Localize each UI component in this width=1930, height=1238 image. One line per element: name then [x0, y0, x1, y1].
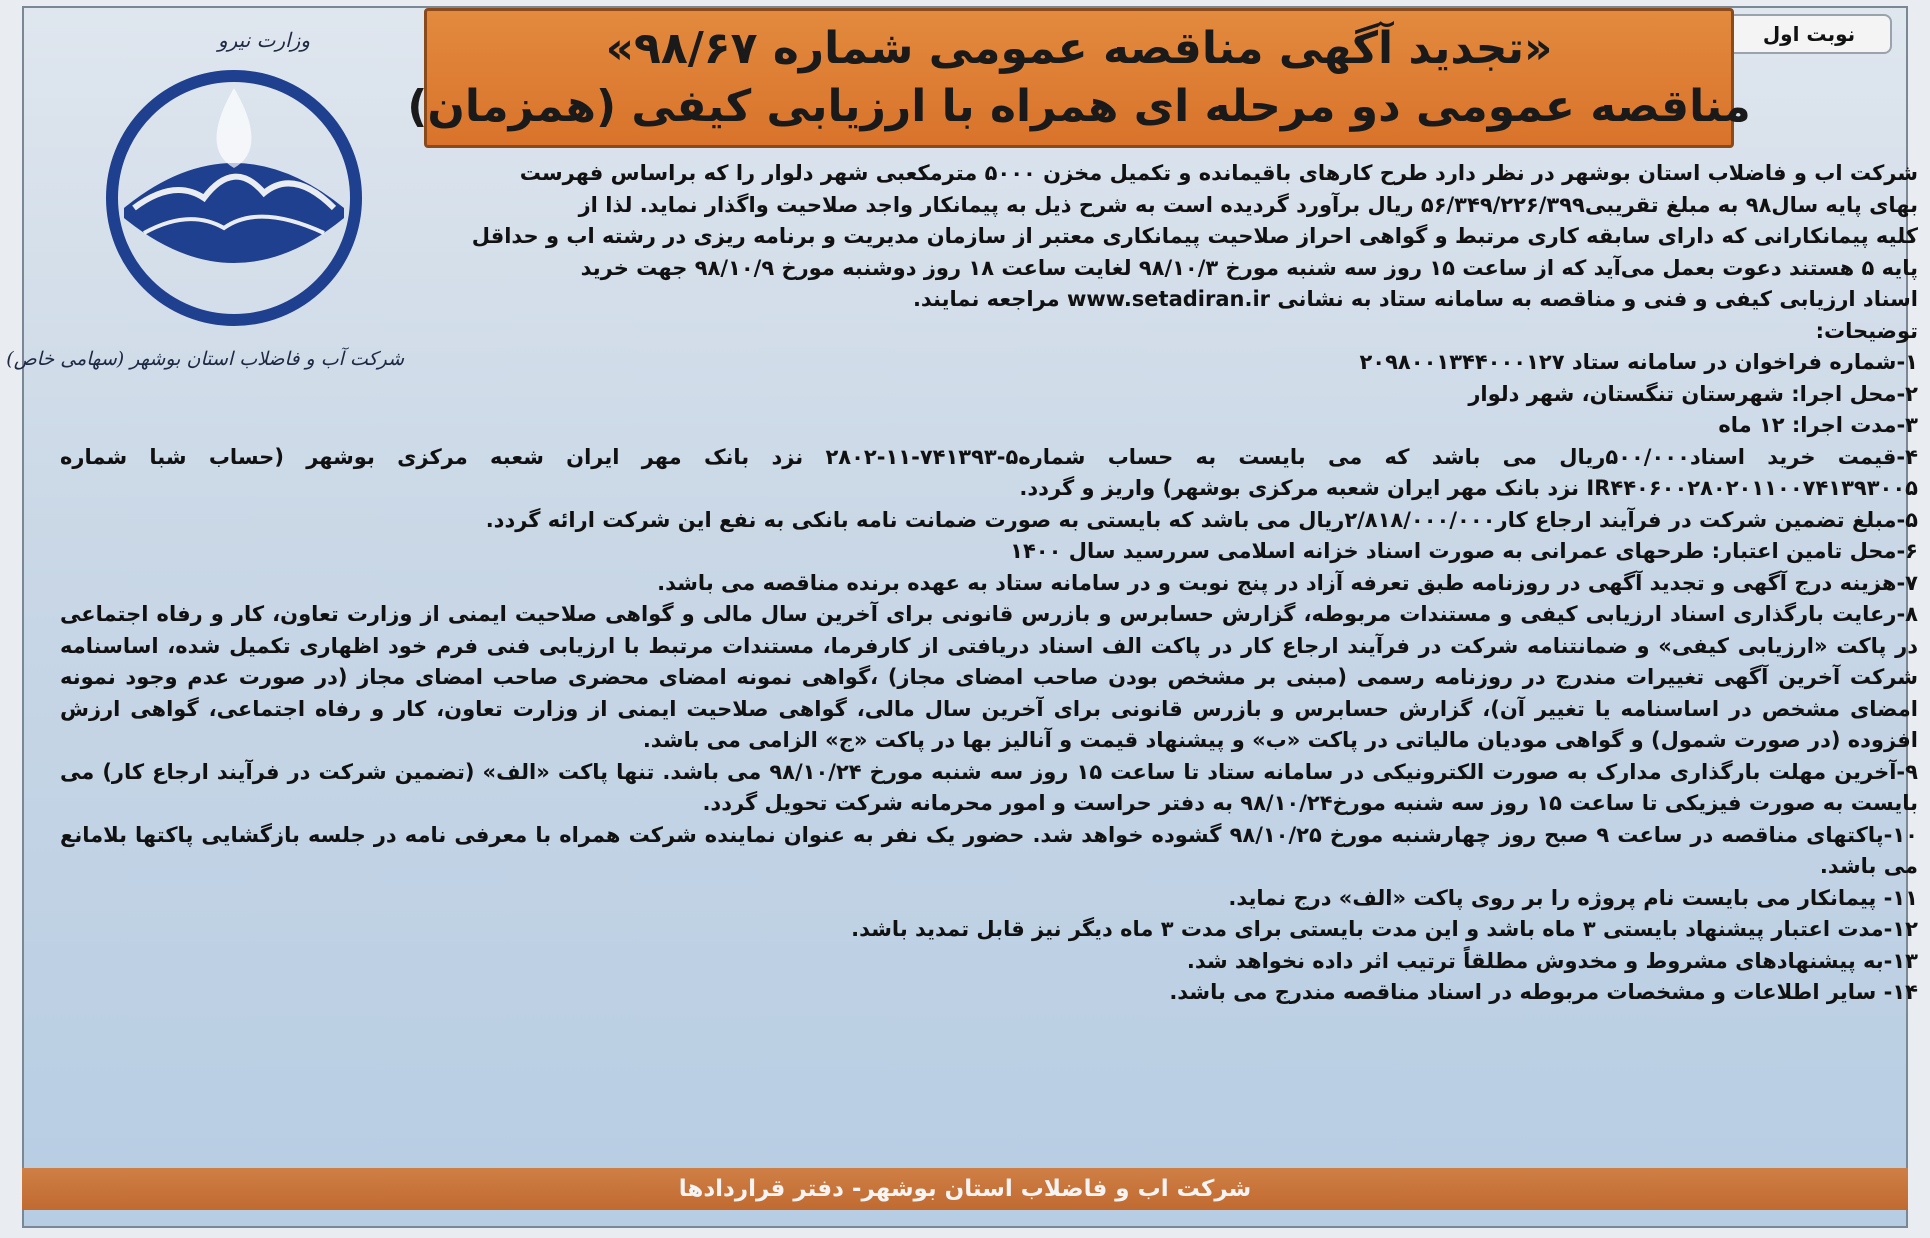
ministry-label: وزارت نیرو [217, 28, 310, 52]
note-item: ۱۴- سایر اطلاعات و مشخصات مربوطه در اسناد مناقصه مندرج می باشد. [1169, 980, 1918, 1004]
note-item: ۷-هزینه درج آگهی و تجدید آگهی در روزنامه طبق تعرفه آزاد در پنج نوبت و در سامانه ستاد به عهده برنده مناقصه می باشد. [657, 570, 1918, 595]
logo-company-name: شرکت آب و فاضلاب استان بوشهر (سهامی خاص) [6, 348, 404, 370]
setad-website-link[interactable]: www.setadiran.ir [1066, 287, 1270, 311]
intro-line-last [60, 284, 1918, 316]
note-item: ۱۱- پیمانکار می بایست نام پروژه را بر روی پاکت «الف» درج نماید. [1228, 885, 1918, 910]
intro-line: بهای پایه سال۹۸ به مبلغ تقریبی۵۶/۳۴۹/۲۲۶/۳۹۹ ریال برآورد گردیده است به شرح ذیل به پیمانکار واجد صلاحیت واگذار نماید. لذا از [578, 192, 1918, 217]
intro-line: شرکت اب و فاضلاب استان بوشهر در نظر دارد طرح کارهای باقیمانده و تکمیل مخزن ۵۰۰۰ مترمکعبی شهر دلوار را که براساس فهرست [519, 161, 1918, 185]
intro-line: کلیه پیمانکارانی که دارای سابقه کاری مرتبط و گواهی احراز صلاحیت پیمانکاری معتبر از سازمان مدیریت و برنامه ریزی در رشته اب و حداقل [471, 224, 1918, 248]
round-label: نوبت اول [1726, 14, 1892, 54]
note-item: ۸-رعایت بارگذاری اسناد ارزیابی کیفی و مستندات مربوطه، گزارش حسابرس و بازرس قانونی برای آخرین سال مالی و گواهی صلاحیت ایمنی از وزارت تعاون، کار و رفاه اجتماعی در پاکت «ارزیابی کیفی» و ضمانتنامه شرکت در فرآیند ارجاع کار در پاکت الف اسناد دریافتی از کارفرما، مستندات مرتبط با ارزیابی فنی فرم خود اظهاری تکمیل شده، اساسنامه شرکت آخرین آگهی تغییرات مندرج در روزنامه رسمی (مبنی بر مشخص بودن صاحب امضای مجاز) ،گواهی نمونه امضای محضری صاحب امضای مجاز (در صورت عدم وجود نمونه امضای مشخص در اساسنامه یا تغییر آن)، گزارش حسابرس و بازرس قانونی برای آخرین سال مالی، گواهی صلاحیت ایمنی از وزارت تعاون، کار و رفاه اجتماعی، گواهی ارزش افزوده (در صورت شمول) و گواهی مودیان مالیاتی در پاکت «ب» و پیشنهاد قیمت و آنالیز بها در پاکت «ج» الزامی می باشد. [60, 602, 1918, 752]
announcement-body [6, 158, 1918, 1009]
note-item: ۶-محل تامین اعتبار: طرحهای عمرانی به صورت اسناد خزانه اسلامی سررسید سال ۱۴۰۰ [1010, 539, 1918, 563]
note-item: ۲-محل اجرا: شهرستان تنگستان، شهر دلوار [1468, 381, 1918, 406]
advertisement-sheet [6, 6, 1918, 1228]
note-item: ۱-شماره فراخوان در سامانه ستاد ۲۰۹۸۰۰۱۳۴۴۰۰۰۱۲۷ [1359, 350, 1918, 374]
note-item: ۴-قیمت خرید اسناد۵۰۰/۰۰۰ریال می باشد که می بایست به حساب شماره۵-۷۴۱۳۹۳-۱۱-۲۸۰۲ نزد بانک مهر ایران شعبه مرکزی بوشهر (حساب شبا شماره IR۴۴۰۶۰۰۲۸۰۲۰۱۱۰۰۷۴۱۳۹۳۰۰۵ نزد بانک مهر ایران شعبه مرکزی بوشهر) واریز و گردد. [60, 444, 1918, 500]
intro-last-before: اسناد ارزیابی کیفی و فنی و مناقصه به سامانه ستاد به نشانی [1277, 287, 1918, 311]
intro-paragraph [60, 158, 1918, 316]
footer-banner: شرکت اب و فاضلاب استان بوشهر- دفتر قراردادها [22, 1168, 1908, 1210]
title-line-1: «تجدید آگهی مناقصه عمومی شماره ۹۸/۶۷» [605, 23, 1553, 74]
intro-last-after: مراجعه نمایند. [912, 287, 1060, 311]
note-item: ۹-آخرین مهلت بارگذاری مدارک به صورت الکترونیکی در سامانه ستاد تا ساعت ۱۵ روز سه شنبه مورخ ۹۸/۱۰/۲۴ می باشد. تنها پاکت «الف» (تضمین شرکت در فرآیند ارجاع کار) می بایست به صورت فیزیکی تا ساعت ۱۵ روز سه شنبه مورخ۹۸/۱۰/۲۴ به دفتر حراست و امور محرمانه شرکت تحویل گردد. [60, 759, 1918, 815]
note-item: ۳-مدت اجرا: ۱۲ ماه [1718, 413, 1918, 437]
note-item: ۱۳-به پیشنهادهای مشروط و مخدوش مطلقاً ترتیب اثر داده نخواهد شد. [1186, 948, 1918, 973]
intro-line: پایه ۵ هستند دعوت بعمل می‌آید که از ساعت ۱۵ روز سه شنبه مورخ ۹۸/۱۰/۳ لغایت ساعت ۱۸ روز دوشنبه مورخ ۹۸/۱۰/۹ جهت خرید [580, 255, 1918, 280]
title-line-2: مناقصه عمومی دو مرحله ای همراه با ارزیابی کیفی (همزمان) [407, 81, 1751, 132]
title-banner [407, 8, 1751, 148]
note-item: ۱۲-مدت اعتبار پیشنهاد بایستی ۳ ماه باشد و این مدت بایستی برای مدت ۳ ماه دیگر نیز قابل تمدید باشد. [851, 917, 1918, 941]
notes-title: توضیحات: [1815, 318, 1918, 343]
note-item: ۱۰-پاکتهای مناقصه در ساعت ۹ صبح روز چهارشنبه مورخ ۹۸/۱۰/۲۵ گشوده خواهد شد. حضور یک نفر به عنوان نماینده شرکت همراه با معرفی نامه در جلسه بازگشایی پاکتها بلامانع می باشد. [60, 822, 1918, 878]
note-item: ۵-مبلغ تضمین شرکت در فرآیند ارجاع کار۲/۸۱۸/۰۰۰/۰۰۰ریال می باشد که بایستی به صورت ضمانت نامه بانکی به نفع این شرکت ارائه گردد. [485, 507, 1918, 532]
